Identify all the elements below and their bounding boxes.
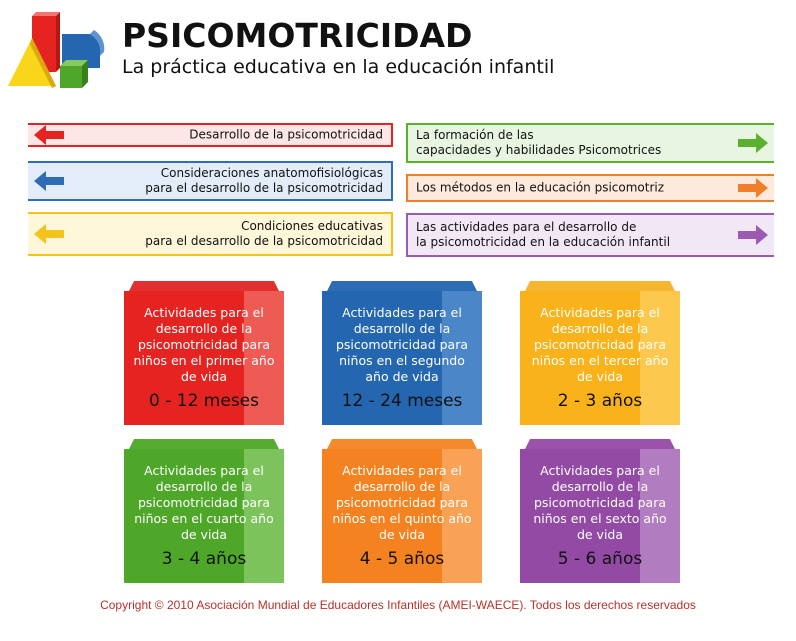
nav-button-right-3[interactable] xyxy=(406,213,774,257)
copyright-notice: Copyright © 2010 Asociación Mundial de Educadores Infantiles (AMEI-WAECE). Todos los derechos reservados xyxy=(100,598,696,612)
card-age-range: 0 - 12 meses xyxy=(149,391,259,411)
arrow-left-icon xyxy=(32,224,66,244)
arrow-left-icon xyxy=(32,171,66,191)
card-text: Actividades para el desarrollo de la psicomotricidad para niños en el sexto año de vida xyxy=(533,463,667,542)
nav-button-label: Condiciones educativas para el desarrollo de la psicomotricidad xyxy=(145,219,383,248)
nav-button-label: Las actividades para el desarrollo de la psicomotricidad en la educación infantil xyxy=(416,220,671,249)
nav-button-left-2[interactable] xyxy=(28,161,393,201)
activity-card-1[interactable] xyxy=(124,281,284,425)
nav-button-right-2[interactable] xyxy=(406,174,774,202)
card-age-range: 3 - 4 años xyxy=(161,549,247,569)
card-age-range: 4 - 5 años xyxy=(359,549,445,569)
card-age-range: 2 - 3 años xyxy=(557,391,643,411)
page-title: PSICOMOTRICIDAD xyxy=(122,16,473,55)
activity-card-5[interactable] xyxy=(322,439,482,583)
activity-card-4[interactable] xyxy=(124,439,284,583)
arrow-right-icon xyxy=(736,225,770,245)
card-text: Actividades para el desarrollo de la psicomotricidad para niños en el segundo año de vida xyxy=(335,305,469,384)
activity-card-6[interactable] xyxy=(520,439,680,583)
nav-button-label: Desarrollo de la psicomotricidad xyxy=(189,127,383,142)
card-age-range: 12 - 24 meses xyxy=(341,391,463,411)
page-subtitle: La práctica educativa en la educación infantil xyxy=(122,56,555,78)
nav-button-left-1[interactable] xyxy=(28,123,393,147)
nav-button-label: Los métodos en la educación psicomotriz xyxy=(416,180,665,195)
nav-button-label: Consideraciones anatomofisiológicas para el desarrollo de la psicomotricidad xyxy=(145,166,383,195)
nav-button-label: La formación de las capacidades y habilidades Psicomotrices xyxy=(416,128,662,157)
card-text: Actividades para el desarrollo de la psicomotricidad para niños en el cuarto año de vida xyxy=(134,463,274,542)
card-age-range: 5 - 6 años xyxy=(557,549,643,569)
card-text: Actividades para el desarrollo de la psicomotricidad para niños en el quinto año de vida xyxy=(332,463,472,542)
arrow-right-icon xyxy=(736,133,770,153)
nav-button-left-3[interactable] xyxy=(28,212,393,256)
nav-button-right-1[interactable] xyxy=(406,123,774,163)
card-text: Actividades para el desarrollo de la psicomotricidad para niños en el tercer año de vida xyxy=(531,305,669,384)
activity-card-3[interactable] xyxy=(520,281,680,425)
activity-card-2[interactable] xyxy=(322,281,482,425)
card-text: Actividades para el desarrollo de la psicomotricidad para niños en el primer año de vida xyxy=(133,305,275,384)
arrow-right-icon xyxy=(736,178,770,198)
psicomotricidad-logo xyxy=(4,10,116,90)
arrow-left-icon xyxy=(32,125,66,145)
